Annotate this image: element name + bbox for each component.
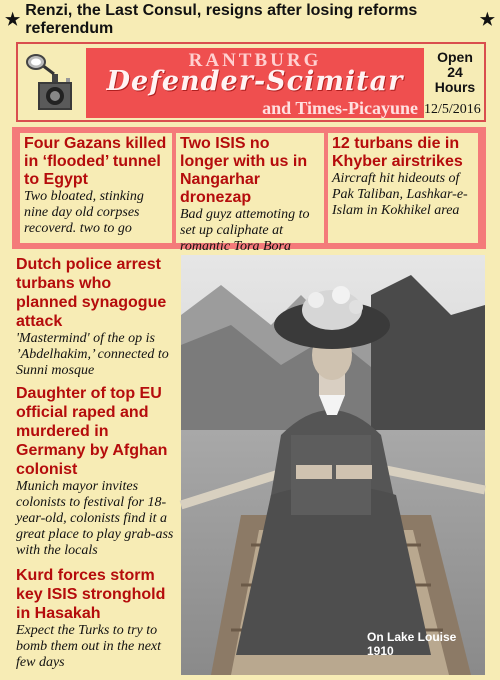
story-headline[interactable]: Kurd forces storm key ISIS stronghold in Hasakah [16,567,166,622]
nameplate-title: Defender-Scimitar [106,66,404,97]
top-banner[interactable] [0,0,500,40]
masthead [16,42,486,122]
story-summary: Bad guyz attemoting to set up caliphate at romantic Tora Bora [180,207,310,254]
story-summary: 'Mastermind' of the op is ’Abdelhakim,’ connected to Sunni mosque [16,331,169,378]
top-stories-box [12,127,486,254]
caption-line1: On Lake Louise [367,630,457,644]
top-story[interactable] [328,133,478,243]
caption-line2: 1910 [367,644,394,658]
star-icon: ★ [5,10,21,29]
side-story[interactable] [16,255,176,379]
camera-icon [24,52,82,116]
star-icon: ★ [479,10,495,29]
feature-photo[interactable] [181,255,485,675]
story-headline[interactable]: 12 turbans die in Khyber airstrikes [332,135,463,170]
open-hours-label: Hours [434,79,476,95]
top-story[interactable] [176,133,324,254]
story-summary: Aircraft hit hideouts of Pak Taliban, Lashkar-e-Islam in Kokhikel area [332,171,468,218]
top-banner-headline[interactable]: Renzi, the Last Consul, resigns after losing reforms referendum [25,2,418,37]
top-story[interactable] [20,133,172,243]
open-number: 24 [447,64,463,80]
nameplate-line3: and Times-Picayune [262,98,418,118]
nameplate-line1: RANTBURG [188,50,322,71]
side-story[interactable] [16,384,176,559]
story-headline[interactable]: Dutch police arrest turbans who planned synagogue attack [16,256,167,330]
story-headline[interactable]: Daughter of top EU official raped and murdered in Germany by Afghan colonist [16,385,168,478]
story-summary: Expect the Turks to try to bomb them out in the next few days [16,623,162,670]
story-summary: Two bloated, stinking nine day old corpses recoverd. two to go [24,189,144,236]
story-summary: Munich mayor invites colonists to festival for 18-year-old, colonists find it a great place to play grab-ass with the locals [16,479,174,558]
open-label: Open [437,49,473,65]
photo-caption [367,630,456,658]
open-hours-badge [428,50,482,95]
issue-date: 12/5/2016 [424,102,481,117]
side-story[interactable] [16,566,176,671]
story-headline[interactable]: Two ISIS no longer with us in Nangarhar dronezap [180,135,308,206]
story-headline[interactable]: Four Gazans killed in ‘flooded’ tunnel to Egypt [24,135,167,188]
nameplate[interactable] [86,48,424,118]
